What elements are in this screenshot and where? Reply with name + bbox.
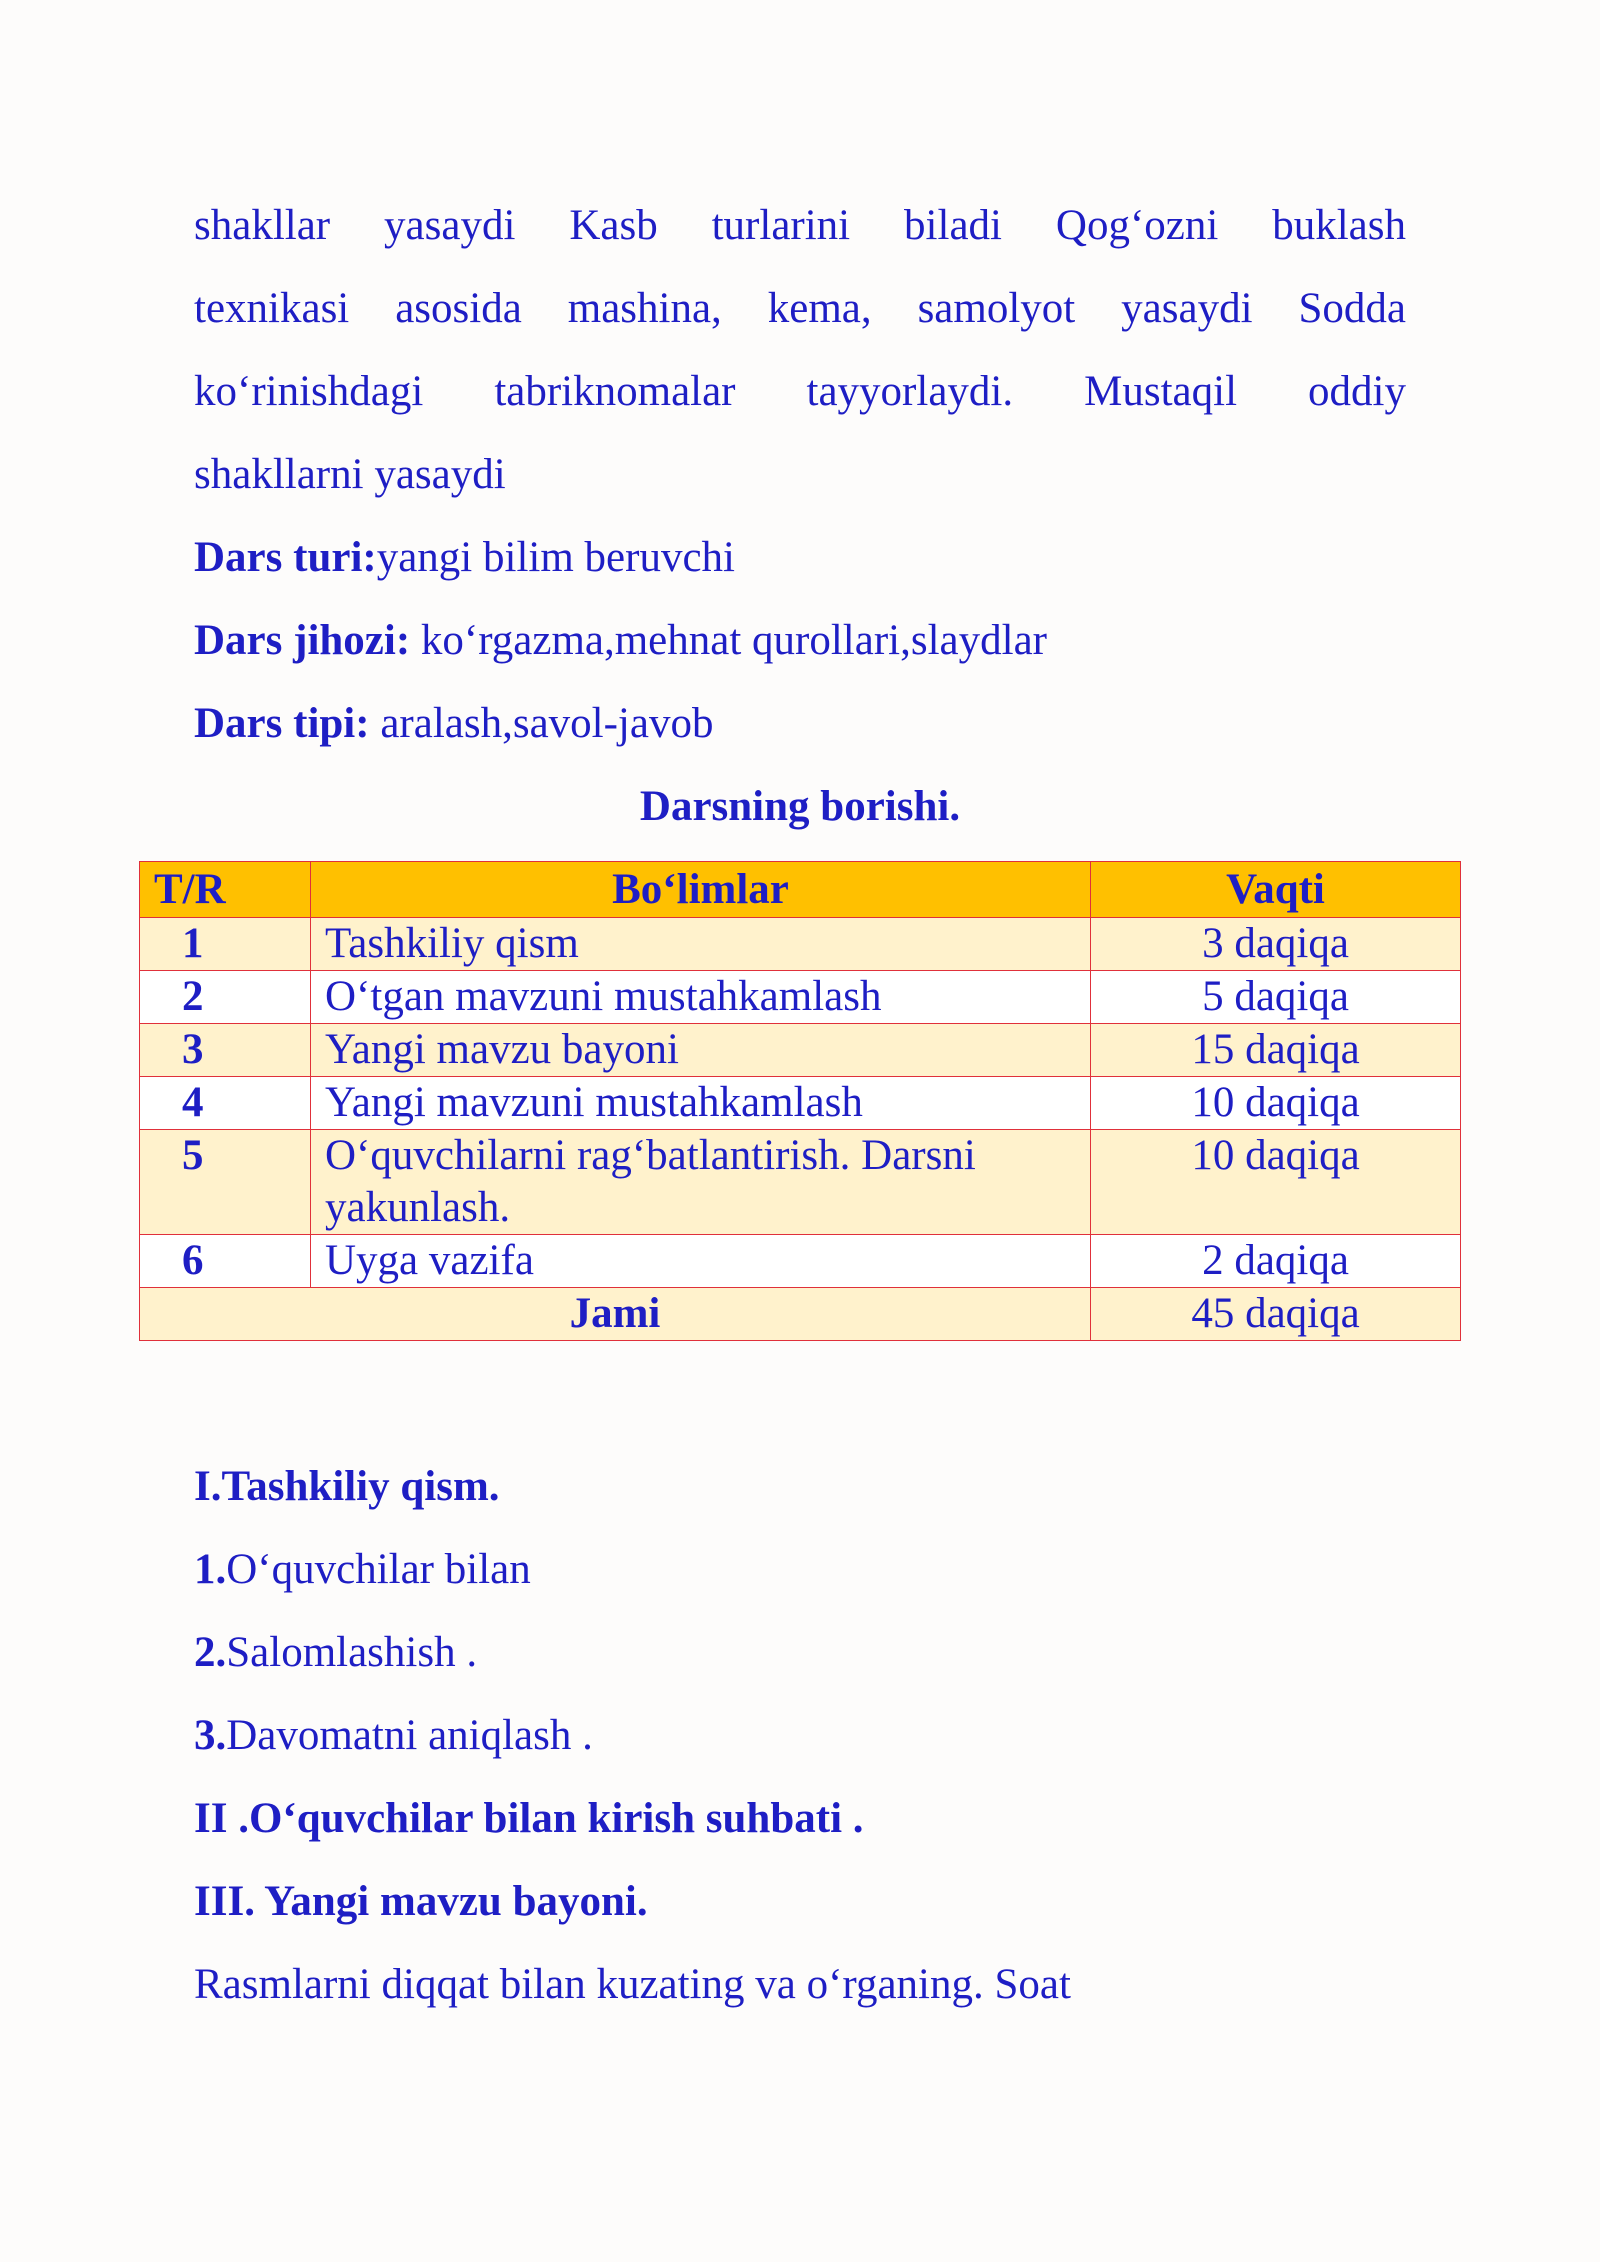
row-number: 1 bbox=[140, 918, 311, 971]
step-number: 2. bbox=[194, 1629, 227, 1676]
lesson-kind-label: Dars tipi: bbox=[194, 700, 370, 747]
row-time: 10 daqiqa bbox=[1091, 1077, 1461, 1130]
row-section: Uyga vazifa bbox=[311, 1235, 1091, 1288]
lesson-kind-value: aralash,savol-javob bbox=[369, 700, 714, 747]
step-number: 3. bbox=[194, 1712, 227, 1759]
intro-line-2: texnikasi asosida mashina, kema, samolyot yasaydi Sodda bbox=[194, 285, 1406, 332]
table-row bbox=[140, 1235, 1461, 1288]
row-number: 3 bbox=[140, 1024, 311, 1077]
table-header-row bbox=[140, 862, 1461, 918]
lesson-plan-table bbox=[139, 861, 1461, 1341]
lesson-equipment bbox=[194, 611, 1047, 671]
row-number: 4 bbox=[140, 1077, 311, 1130]
row-section: O‘tgan mavzuni mustahkamlash bbox=[311, 971, 1091, 1024]
lesson-equipment-value: ko‘rgazma,mehnat qurollari,slaydlar bbox=[410, 617, 1047, 664]
body-text-line: Rasmlarni diqqat bilan kuzating va o‘rganing. Soat bbox=[194, 1961, 1071, 2008]
intro-line-1: shakllar yasaydi Kasb turlarini biladi Qog‘ozni buklash bbox=[194, 202, 1406, 249]
total-time: 45 daqiqa bbox=[1091, 1288, 1461, 1341]
lesson-equipment-label: Dars jihozi: bbox=[194, 617, 411, 664]
intro-line-3: ko‘rinishdagi tabriknomalar tayyorlaydi. Mustaqil oddiy bbox=[194, 368, 1406, 415]
section-organizational: I.Tashkiliy qism. bbox=[194, 1463, 500, 1510]
header-sections: Bo‘limlar bbox=[311, 862, 1091, 918]
table-row bbox=[140, 971, 1461, 1024]
table-row bbox=[140, 918, 1461, 971]
table-row bbox=[140, 1130, 1461, 1235]
row-number: 2 bbox=[140, 971, 311, 1024]
total-label: Jami bbox=[140, 1288, 1091, 1341]
lesson-kind bbox=[194, 694, 713, 754]
step-text: Salomlashish . bbox=[226, 1629, 478, 1676]
row-number: 5 bbox=[140, 1130, 311, 1235]
row-time: 10 daqiqa bbox=[1091, 1130, 1461, 1235]
intro-line-4: shakllarni yasaydi bbox=[194, 451, 506, 498]
step-item bbox=[194, 1706, 593, 1766]
row-time: 5 daqiqa bbox=[1091, 971, 1461, 1024]
header-tr: T/R bbox=[140, 862, 311, 918]
table-total-row bbox=[140, 1288, 1461, 1341]
table-row bbox=[140, 1077, 1461, 1130]
row-time: 2 daqiqa bbox=[1091, 1235, 1461, 1288]
step-number: 1. bbox=[194, 1546, 227, 1593]
table-row bbox=[140, 1024, 1461, 1077]
row-number: 6 bbox=[140, 1235, 311, 1288]
section-intro-talk: II .O‘quvchilar bilan kirish suhbati . bbox=[194, 1795, 864, 1842]
row-time: 3 daqiqa bbox=[1091, 918, 1461, 971]
step-text: Davomatni aniqlash . bbox=[226, 1712, 593, 1759]
row-section: Yangi mavzuni mustahkamlash bbox=[311, 1077, 1091, 1130]
header-time: Vaqti bbox=[1091, 862, 1461, 918]
lesson-type bbox=[194, 528, 735, 588]
lesson-type-value: yangi bilim beruvchi bbox=[376, 534, 735, 581]
step-item bbox=[194, 1623, 477, 1683]
row-section: Tashkiliy qism bbox=[311, 918, 1091, 971]
row-time: 15 daqiqa bbox=[1091, 1024, 1461, 1077]
lesson-type-label: Dars turi: bbox=[194, 534, 377, 581]
step-item bbox=[194, 1540, 531, 1600]
section-new-topic: III. Yangi mavzu bayoni. bbox=[194, 1878, 648, 1925]
row-section: Yangi mavzu bayoni bbox=[311, 1024, 1091, 1077]
step-text: O‘quvchilar bilan bbox=[226, 1546, 531, 1593]
row-section: O‘quvchilarni rag‘batlantirish. Darsni yakunlash. bbox=[311, 1130, 1091, 1235]
plan-title: Darsning borishi. bbox=[639, 783, 961, 830]
